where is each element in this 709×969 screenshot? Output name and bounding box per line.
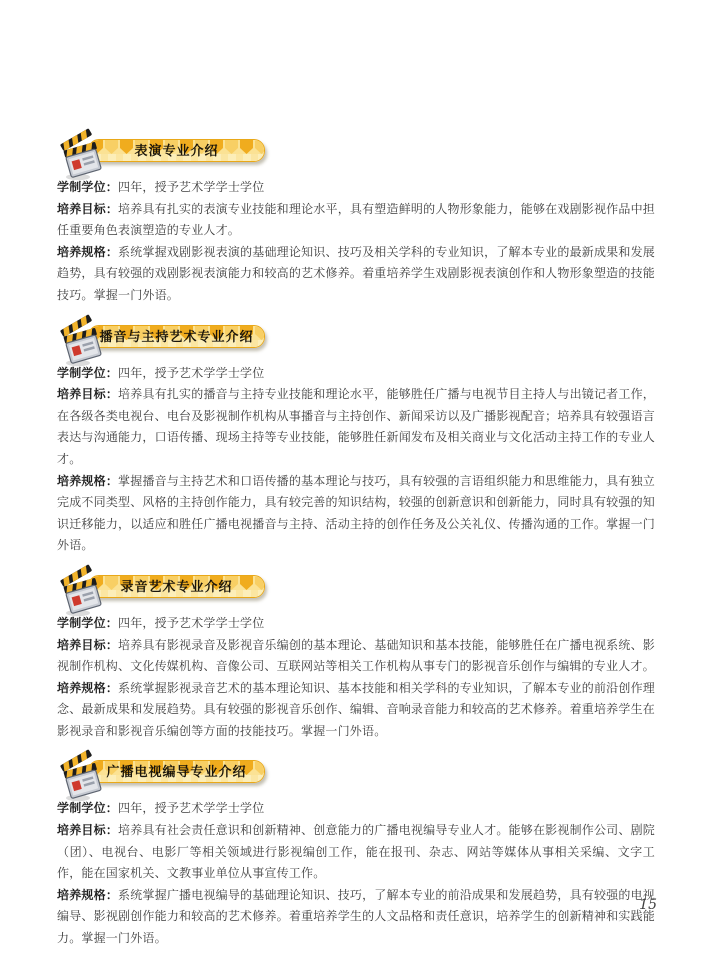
clapperboard-icon (58, 563, 108, 617)
field-degree (57, 798, 655, 820)
field-degree (57, 363, 655, 385)
section-body (57, 363, 655, 557)
field-spec (57, 471, 655, 557)
field-label: 学制学位： (57, 801, 119, 816)
field-text: 四年，授予艺术学学士学位 (118, 615, 265, 630)
section-banner (88, 760, 265, 783)
major-section-performance (57, 139, 655, 307)
field-objective (57, 820, 655, 885)
field-label: 培养目标： (57, 387, 119, 402)
clapperboard-icon (58, 748, 108, 802)
field-label: 学制学位： (57, 180, 119, 194)
field-degree (57, 613, 655, 635)
field-text: 培养具有社会责任意识和创新精神、创意能力的广播电视编导专业人才。能够在影视制作公司、剧院（团）、电视台、电影厂等相关领域进行影视编创工作，能在报刊、杂志、网站等媒体从事相关采编、文字工作，能在国家机关、文教事业单位从事宣传工作。 (57, 823, 655, 881)
section-header (88, 575, 655, 598)
field-text: 培养具有影视录音及影视音乐编创的基本理论、基础知识和基本技能，能够胜任在广播电视系统、影视制作机构、文化传媒机构、音像公司、互联网站等相关工作机构从事专门的影视音乐创作与编辑的专业人才。 (57, 637, 655, 674)
field-objective (57, 199, 655, 242)
section-title: 播音与主持艺术专业介绍 (99, 328, 254, 344)
section-title: 广播电视编导专业介绍 (106, 764, 247, 780)
field-text: 培养具有扎实的播音与主持专业技能和理论水平，能够胜任广播与电视节目主持人与出镜记者工作，在各级各类电视台、电台及影视制作机构从事播音与主持创作、新闻采访以及广播影视配音；培养具有较强语言表达与沟通能力，口语传播、现场主持等专业技能，能够胜任新闻发布及相关商业与文化活动主持工作的专业人才。 (57, 387, 655, 466)
section-body (57, 177, 655, 307)
section-title: 表演专业介绍 (134, 143, 219, 158)
field-label: 学制学位： (57, 365, 119, 380)
field-label: 培养目标： (57, 201, 119, 216)
section-header (88, 139, 655, 162)
field-spec (57, 885, 655, 950)
field-text: 系统掌握戏剧影视表演的基础理论知识、技巧及相关学科的专业知识，了解本专业的最新成果和发展趋势，具有较强的戏剧影视表演能力和较高的艺术修养。着重培养学生戏剧影视表演创作和人物形象塑造的技能技巧。掌握一门外语。 (57, 244, 655, 302)
section-banner (88, 575, 265, 598)
major-section-sound-recording (57, 575, 655, 743)
field-objective (57, 635, 655, 678)
section-body (57, 613, 655, 743)
field-text: 系统掌握影视录音艺术的基本理论知识、基本技能和相关学科的专业知识，了解本专业的前沿创作理念、最新成果和发展趋势。具有较强的影视音乐创作、编辑、音响录音能力和较高的艺术修养。着重培养学生在影视录音和影视音乐编创等方面的技能技巧。掌握一门外语。 (57, 680, 655, 738)
section-header (88, 760, 655, 783)
field-label: 培养规格： (57, 244, 119, 259)
field-label: 培养规格： (57, 680, 119, 695)
clapperboard-icon (58, 127, 108, 181)
field-label: 培养规格： (57, 887, 119, 902)
field-label: 学制学位： (57, 615, 119, 630)
clapperboard-icon (58, 313, 108, 367)
section-title: 录音艺术专业介绍 (120, 578, 233, 594)
field-label: 培养规格： (57, 473, 119, 488)
section-banner (88, 325, 265, 348)
page-content (57, 139, 655, 950)
major-section-tv-directing (57, 760, 655, 949)
section-banner (88, 139, 265, 162)
field-text: 系统掌握广播电视编导的基础理论知识、技巧，了解本专业的前沿成果和发展趋势，具有较强的电视编导、影视剧创作能力和较高的艺术修养。着重培养学生的人文品格和责任意识，培养学生的创新精神和实践能力。掌握一门外语。 (57, 887, 655, 946)
field-text: 四年，授予艺术学学士学位 (118, 365, 265, 380)
field-spec (57, 678, 655, 743)
field-degree (57, 177, 655, 199)
field-text: 掌握播音与主持艺术和口语传播的基本理论与技巧，具有较强的言语组织能力和思维能力，具有独立完成不同类型、风格的主持创作能力，具有较完善的知识结构，较强的创新意识和创新能力，同时具有较强的知识迁移能力，以适应和胜任广播电视播音与主持、活动主持的创作任务及公关礼仪、传播沟通的工作。掌握一门外语。 (57, 473, 655, 553)
field-objective (57, 384, 655, 470)
section-header (88, 325, 655, 348)
field-label: 培养目标： (57, 637, 119, 652)
field-label: 培养目标： (57, 823, 119, 838)
field-spec (57, 242, 655, 307)
section-body (57, 798, 655, 949)
field-text: 四年，授予艺术学学士学位 (118, 180, 265, 194)
page-number: 15 (639, 897, 657, 913)
field-text: 四年，授予艺术学学士学位 (118, 801, 265, 816)
major-section-broadcast-hosting (57, 325, 655, 557)
field-text: 培养具有扎实的表演专业技能和理论水平，具有塑造鲜明的人物形象能力，能够在戏剧影视作品中担任重要角色表演塑造的专业人才。 (57, 201, 655, 238)
